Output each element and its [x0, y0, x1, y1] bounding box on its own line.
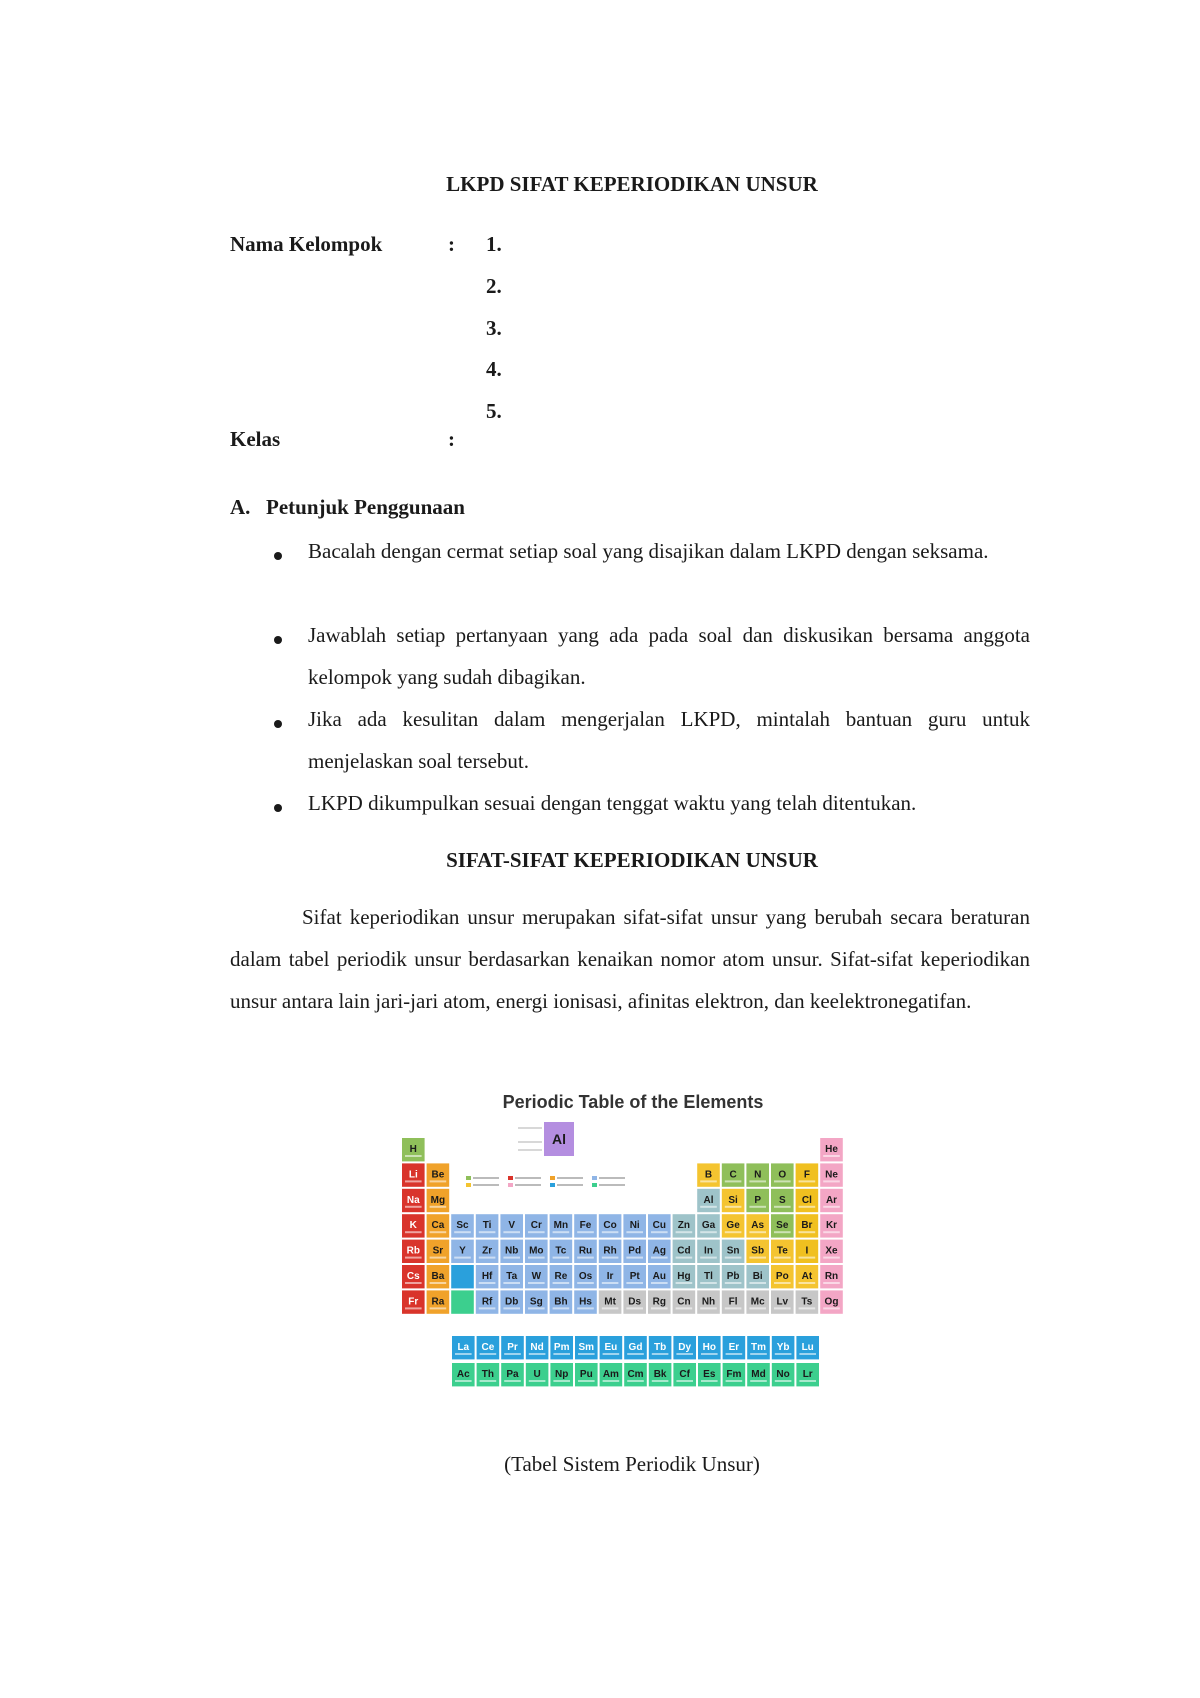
element-cell	[673, 1214, 696, 1237]
lanthanide-cell	[649, 1336, 672, 1359]
element-cell	[623, 1240, 646, 1263]
element-cell	[451, 1240, 474, 1263]
svg-text:Pa: Pa	[506, 1369, 519, 1380]
element-cell	[820, 1265, 843, 1288]
element-cell	[476, 1240, 499, 1263]
legend-swatch	[508, 1176, 513, 1180]
element-cell	[500, 1290, 523, 1313]
element-cell	[796, 1290, 819, 1313]
lanthanide-cell	[796, 1336, 819, 1359]
svg-text:V: V	[508, 1220, 516, 1232]
element-cell	[722, 1240, 745, 1263]
svg-text:Hg: Hg	[677, 1271, 691, 1282]
group-name-label: Nama Kelompok	[230, 232, 383, 256]
periodic-table-graphic	[398, 1092, 868, 1412]
svg-text:Bi: Bi	[752, 1271, 763, 1282]
element-cell	[550, 1265, 573, 1288]
class-colon: :	[448, 427, 455, 451]
legend-label-line	[557, 1177, 583, 1179]
svg-text:H: H	[409, 1144, 417, 1155]
series-placeholder-cell	[451, 1265, 474, 1288]
element-cell	[673, 1240, 696, 1263]
svg-text:Rn: Rn	[824, 1271, 839, 1282]
element-cell	[574, 1265, 597, 1288]
svg-text:As: As	[751, 1220, 765, 1232]
element-cell	[402, 1214, 425, 1237]
svg-text:Mn: Mn	[553, 1220, 569, 1232]
element-cell	[451, 1214, 474, 1237]
legend-swatch	[592, 1183, 597, 1187]
element-cell	[746, 1290, 769, 1313]
element-cell	[820, 1138, 843, 1161]
element-cell	[697, 1240, 720, 1263]
svg-text:Zn: Zn	[677, 1220, 691, 1232]
svg-text:Ca: Ca	[431, 1220, 445, 1232]
svg-text:Ru: Ru	[578, 1245, 593, 1257]
element-cell	[402, 1265, 425, 1288]
svg-text:Pt: Pt	[629, 1271, 640, 1282]
lanthanide-cell	[477, 1336, 500, 1359]
element-cell	[722, 1290, 745, 1313]
svg-text:Sg: Sg	[529, 1296, 543, 1308]
element-cell	[402, 1163, 425, 1186]
lanthanide-cell	[600, 1336, 623, 1359]
svg-text:Ac: Ac	[456, 1369, 470, 1380]
element-cell	[771, 1189, 794, 1212]
legend-swatch	[466, 1183, 471, 1187]
svg-text:Pb: Pb	[726, 1271, 740, 1282]
legend-swatch	[466, 1176, 471, 1180]
svg-text:Ra: Ra	[431, 1296, 445, 1308]
svg-text:Tm: Tm	[751, 1342, 766, 1353]
svg-text:Ne: Ne	[825, 1169, 838, 1181]
instructions-letter: A.	[230, 495, 251, 519]
lanthanide-cell	[772, 1336, 795, 1359]
element-cell	[623, 1265, 646, 1288]
actinide-cell	[477, 1363, 500, 1386]
legend-label-line	[599, 1184, 625, 1186]
element-cell	[648, 1265, 671, 1288]
svg-text:Au: Au	[652, 1271, 666, 1282]
actinide-cell	[698, 1363, 721, 1386]
svg-text:Rg: Rg	[652, 1296, 666, 1308]
element-cell	[722, 1163, 745, 1186]
lanthanide-cell	[501, 1336, 524, 1359]
svg-text:Mc: Mc	[750, 1296, 765, 1308]
figure-caption: (Tabel Sistem Periodik Unsur)	[504, 1452, 760, 1476]
element-cell	[525, 1240, 548, 1263]
element-cell	[427, 1163, 450, 1186]
svg-text:Hf: Hf	[481, 1271, 493, 1282]
element-cell	[525, 1265, 548, 1288]
legend-key-cell	[544, 1122, 574, 1156]
svg-text:S: S	[778, 1194, 786, 1206]
svg-text:Zr: Zr	[482, 1245, 493, 1257]
svg-text:Li: Li	[408, 1169, 418, 1181]
svg-text:Si: Si	[728, 1194, 738, 1206]
element-cell	[623, 1290, 646, 1313]
element-cell	[746, 1214, 769, 1237]
element-cell	[402, 1240, 425, 1263]
legend-swatch	[550, 1176, 555, 1180]
svg-text:Ba: Ba	[431, 1271, 445, 1282]
svg-text:Lu: Lu	[801, 1342, 814, 1353]
svg-text:Ti: Ti	[482, 1220, 492, 1232]
group-member-1: 1.	[486, 232, 502, 256]
svg-text:Bk: Bk	[653, 1369, 667, 1380]
svg-text:Pr: Pr	[507, 1342, 518, 1353]
svg-text:Gd: Gd	[628, 1342, 643, 1353]
svg-text:Dy: Dy	[678, 1342, 692, 1353]
svg-text:Pu: Pu	[579, 1369, 593, 1380]
group-colon: :	[448, 232, 455, 256]
class-label: Kelas	[230, 427, 281, 451]
element-cell	[599, 1240, 622, 1263]
svg-text:Tb: Tb	[653, 1342, 667, 1353]
svg-text:Ag: Ag	[652, 1245, 666, 1257]
svg-text:Kr: Kr	[825, 1220, 838, 1232]
element-cell	[697, 1265, 720, 1288]
svg-text:Md: Md	[751, 1369, 766, 1380]
svg-text:Np: Np	[555, 1369, 569, 1380]
element-cell	[427, 1240, 450, 1263]
actinide-cell	[796, 1363, 819, 1386]
element-cell	[402, 1189, 425, 1212]
svg-text:Sn: Sn	[726, 1245, 740, 1257]
svg-text:F: F	[803, 1169, 810, 1181]
element-cell	[820, 1290, 843, 1313]
svg-text:Er: Er	[728, 1342, 740, 1353]
element-cell	[427, 1214, 450, 1237]
svg-text:Og: Og	[824, 1296, 839, 1308]
legend-label-line	[473, 1184, 499, 1186]
section-heading: SIFAT-SIFAT KEPERIODIKAN UNSUR	[446, 848, 818, 872]
element-cell	[796, 1265, 819, 1288]
element-cell	[820, 1240, 843, 1263]
group-member-4: 4.	[486, 357, 502, 381]
svg-text:Ts: Ts	[801, 1296, 813, 1308]
element-cell	[550, 1240, 573, 1263]
svg-text:W: W	[531, 1271, 542, 1282]
element-cell	[500, 1240, 523, 1263]
group-member-2: 2.	[486, 274, 502, 298]
svg-text:Sb: Sb	[751, 1245, 765, 1257]
element-cell	[476, 1265, 499, 1288]
element-cell	[771, 1214, 794, 1237]
actinide-cell	[747, 1363, 770, 1386]
section-paragraph: Sifat keperiodikan unsur merupakan sifat-sifat unsur yang berubah secara beraturan dalam tabel periodik unsur berdasarkan kenaikan nomor atom unsur. Sifat-sifat keperiodikan unsur antara lain jari-jari atom, energi ionisasi, afinitas elektron, dan keelektronegatifan.	[230, 905, 1030, 1013]
svg-text:Mo: Mo	[529, 1245, 544, 1257]
element-cell	[623, 1214, 646, 1237]
svg-text:C: C	[729, 1169, 737, 1181]
svg-text:U: U	[533, 1369, 541, 1380]
element-cell	[525, 1290, 548, 1313]
element-cell	[771, 1265, 794, 1288]
element-cell	[796, 1189, 819, 1212]
svg-text:I: I	[805, 1245, 809, 1257]
svg-text:No: No	[776, 1369, 790, 1380]
element-cell	[574, 1290, 597, 1313]
svg-text:Xe: Xe	[825, 1245, 838, 1257]
element-cell	[722, 1265, 745, 1288]
svg-text:Pd: Pd	[628, 1245, 642, 1257]
element-cell	[697, 1214, 720, 1237]
page-title: LKPD SIFAT KEPERIODIKAN UNSUR	[446, 172, 818, 196]
svg-text:Po: Po	[775, 1271, 789, 1282]
element-cell	[648, 1214, 671, 1237]
svg-text:P: P	[754, 1194, 762, 1206]
svg-text:Am: Am	[602, 1369, 619, 1380]
svg-text:Sm: Sm	[578, 1342, 595, 1353]
bullet-icon	[270, 712, 290, 732]
svg-text:Br: Br	[801, 1220, 813, 1232]
legend-swatch	[508, 1183, 513, 1187]
svg-text:Eu: Eu	[604, 1342, 618, 1353]
element-cell	[673, 1265, 696, 1288]
lanthanide-cell	[747, 1336, 770, 1359]
lanthanide-cell	[673, 1336, 696, 1359]
element-cell	[427, 1189, 450, 1212]
actinide-cell	[723, 1363, 746, 1386]
svg-text:He: He	[825, 1144, 838, 1155]
svg-text:La: La	[457, 1342, 470, 1353]
element-cell	[550, 1214, 573, 1237]
svg-text:Co: Co	[603, 1220, 617, 1232]
svg-text:Nh: Nh	[701, 1296, 716, 1308]
element-cell	[599, 1214, 622, 1237]
lanthanide-cell	[452, 1336, 475, 1359]
svg-text:Sc: Sc	[456, 1220, 469, 1232]
legend-label-line	[515, 1177, 541, 1179]
lanthanide-cell	[723, 1336, 746, 1359]
svg-text:Lr: Lr	[802, 1369, 813, 1380]
element-cell	[402, 1138, 425, 1161]
element-cell	[402, 1290, 425, 1313]
svg-text:Ho: Ho	[702, 1342, 716, 1353]
element-cell	[746, 1163, 769, 1186]
svg-text:In: In	[704, 1245, 713, 1257]
svg-text:Cn: Cn	[677, 1296, 691, 1308]
element-cell	[427, 1290, 450, 1313]
legend-label-line	[557, 1184, 583, 1186]
element-cell	[697, 1189, 720, 1212]
bullet-icon	[270, 628, 290, 648]
instruction-item-4: LKPD dikumpulkan sesuai dengan tenggat waktu yang telah ditentukan.	[308, 791, 917, 815]
element-cell	[697, 1163, 720, 1186]
lanthanide-cell	[550, 1336, 573, 1359]
svg-text:Cu: Cu	[652, 1220, 666, 1232]
svg-text:Fe: Fe	[579, 1220, 592, 1232]
legend-swatch	[550, 1183, 555, 1187]
svg-text:Cs: Cs	[406, 1271, 420, 1282]
instruction-item-3: Jika ada kesulitan dalam mengerjalan LKPD, mintalah bantuan guru untuk menjelaskan soal tersebut.	[308, 707, 1030, 773]
element-cell	[648, 1240, 671, 1263]
svg-text:Mt: Mt	[604, 1296, 616, 1308]
svg-text:Hs: Hs	[579, 1296, 592, 1308]
element-cell	[746, 1265, 769, 1288]
actinide-cell	[575, 1363, 598, 1386]
svg-text:Ga: Ga	[701, 1220, 716, 1232]
svg-text:Fm: Fm	[726, 1369, 742, 1380]
svg-text:Es: Es	[703, 1369, 716, 1380]
periodic-table-figure	[398, 1092, 868, 1412]
actinide-cell	[600, 1363, 623, 1386]
group-member-3: 3.	[486, 316, 502, 340]
svg-text:Lv: Lv	[776, 1296, 789, 1308]
svg-text:Mg: Mg	[430, 1194, 446, 1206]
svg-text:Bh: Bh	[554, 1296, 568, 1308]
legend-label-line	[515, 1184, 541, 1186]
svg-text:Na: Na	[406, 1194, 420, 1206]
svg-text:Cr: Cr	[530, 1220, 542, 1232]
legend-label-line	[599, 1177, 625, 1179]
svg-text:Db: Db	[505, 1296, 519, 1308]
svg-text:Ni: Ni	[629, 1220, 640, 1232]
svg-text:Ta: Ta	[506, 1271, 518, 1282]
bullet-icon	[270, 796, 290, 816]
element-cell	[820, 1214, 843, 1237]
element-cell	[500, 1214, 523, 1237]
element-cell	[500, 1265, 523, 1288]
svg-text:Yb: Yb	[776, 1342, 790, 1353]
element-cell	[525, 1214, 548, 1237]
svg-text:Rf: Rf	[481, 1296, 493, 1308]
element-cell	[722, 1214, 745, 1237]
series-placeholder-cell	[451, 1290, 474, 1313]
element-cell	[476, 1214, 499, 1237]
actinide-cell	[526, 1363, 549, 1386]
svg-text:Fl: Fl	[728, 1296, 738, 1308]
actinide-cell	[501, 1363, 524, 1386]
svg-text:Pm: Pm	[553, 1342, 570, 1353]
svg-text:Re: Re	[554, 1271, 568, 1282]
svg-text:K: K	[409, 1220, 417, 1232]
svg-text:Cd: Cd	[677, 1245, 691, 1257]
lanthanide-cell	[575, 1336, 598, 1359]
svg-text:Ar: Ar	[825, 1194, 838, 1206]
svg-text:Al: Al	[552, 1131, 566, 1147]
element-cell	[746, 1189, 769, 1212]
svg-text:Be: Be	[431, 1169, 445, 1181]
element-cell	[820, 1163, 843, 1186]
element-cell	[722, 1189, 745, 1212]
element-cell	[771, 1290, 794, 1313]
legend-label-line	[473, 1177, 499, 1179]
element-cell	[771, 1240, 794, 1263]
svg-text:Ir: Ir	[606, 1271, 614, 1282]
element-cell	[820, 1189, 843, 1212]
element-cell	[599, 1265, 622, 1288]
svg-text:Cl: Cl	[801, 1194, 812, 1206]
svg-text:Cf: Cf	[679, 1369, 690, 1380]
svg-text:Nb: Nb	[505, 1245, 519, 1257]
svg-text:Te: Te	[776, 1245, 788, 1257]
lanthanide-cell	[526, 1336, 549, 1359]
element-cell	[599, 1290, 622, 1313]
element-cell	[574, 1240, 597, 1263]
actinide-cell	[452, 1363, 475, 1386]
instructions-heading	[230, 495, 465, 520]
svg-text:Fr: Fr	[408, 1296, 419, 1308]
svg-text:Se: Se	[776, 1220, 789, 1232]
instructions-title: Petunjuk Penggunaan	[266, 495, 465, 519]
svg-text:Y: Y	[459, 1245, 466, 1257]
element-cell	[771, 1163, 794, 1186]
svg-text:Rb: Rb	[406, 1245, 420, 1257]
element-cell	[476, 1290, 499, 1313]
element-cell	[746, 1240, 769, 1263]
svg-text:Tl: Tl	[704, 1271, 713, 1282]
element-cell	[697, 1290, 720, 1313]
svg-text:Cm: Cm	[627, 1369, 644, 1380]
actinide-cell	[649, 1363, 672, 1386]
svg-text:Ds: Ds	[628, 1296, 642, 1308]
bullet-icon	[270, 544, 290, 564]
actinide-cell	[624, 1363, 647, 1386]
element-cell	[796, 1163, 819, 1186]
element-cell	[796, 1214, 819, 1237]
element-cell	[673, 1290, 696, 1313]
legend-swatch	[592, 1176, 597, 1180]
element-cell	[427, 1265, 450, 1288]
actinide-cell	[673, 1363, 696, 1386]
lanthanide-cell	[624, 1336, 647, 1359]
svg-text:Tc: Tc	[555, 1245, 567, 1257]
svg-text:Rh: Rh	[603, 1245, 617, 1257]
svg-text:At: At	[801, 1271, 813, 1282]
svg-text:Nd: Nd	[530, 1342, 544, 1353]
lanthanide-cell	[698, 1336, 721, 1359]
actinide-cell	[550, 1363, 573, 1386]
element-cell	[796, 1240, 819, 1263]
svg-text:N: N	[754, 1169, 762, 1181]
actinide-cell	[772, 1363, 795, 1386]
svg-text:Th: Th	[481, 1369, 495, 1380]
svg-text:O: O	[778, 1169, 787, 1181]
svg-text:Os: Os	[578, 1271, 593, 1282]
element-cell	[574, 1214, 597, 1237]
svg-text:B: B	[704, 1169, 713, 1181]
element-cell	[550, 1290, 573, 1313]
svg-text:Ce: Ce	[481, 1342, 495, 1353]
svg-text:Ge: Ge	[726, 1220, 740, 1232]
group-member-5: 5.	[486, 399, 502, 423]
svg-text:Al: Al	[703, 1194, 714, 1206]
svg-text:Sr: Sr	[432, 1245, 444, 1257]
instruction-item-2: Jawablah setiap pertanyaan yang ada pada soal dan diskusikan bersama anggota kelompok yang sudah dibagikan.	[308, 623, 1030, 689]
instruction-item-1: Bacalah dengan cermat setiap soal yang disajikan dalam LKPD dengan seksama.	[308, 539, 989, 563]
element-cell	[648, 1290, 671, 1313]
periodic-table-title: Periodic Table of the Elements	[502, 1092, 764, 1112]
